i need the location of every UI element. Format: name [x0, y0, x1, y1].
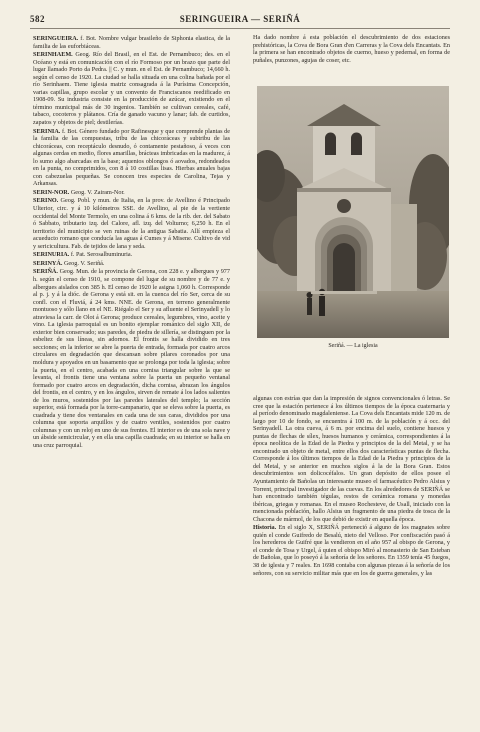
entry-headword: SERINO. — [33, 197, 59, 205]
entry-headword: SERIN-NOR. — [33, 188, 70, 196]
right-column-bottom — [253, 394, 450, 716]
entry-text: En el siglo X, SERIÑÁ perteneció á alguno de los magnates sobre quién el conde Guifredo de Besalú, nieto del Velloso. Por confiscación pasó á los herederos de Guifré que la vendieron en el año 957 al obispo de Gerona, y el conde de Tosa y Urgel, á quien el obispo Miró al monasterio de San Esteban de Bañolas, que lo poseyó á la señoría de los señores. En 1359 tenía 45 fuegos, 38 de iglesia y 7 reales. En 1698 contaba con algunas piezas á la señoría de los señores, con su servicio militar más que en los de guerra generales, y las — [253, 524, 450, 577]
entry-headword: SERINURIA. — [33, 251, 70, 259]
entry-headword: Historia. — [253, 524, 277, 532]
dictionary-entry — [33, 35, 230, 50]
right-column-top — [253, 34, 450, 82]
dictionary-entry — [33, 251, 230, 259]
entry-text: algunas con estrías que dan la impresión de signos convencionales ó letras. Se cree que la estación pertenece á los últimos tiempos de la época cuaternaria y al período denominado magdaleniense. La Cova dels Encantats mide 120 m. de largo por 10 de fondo, se encuentra á 100 m. de la población y á occ. del Serinyadell. La otra cueva, á 6 m. por encima del suelo, contiene huesos y puntas de flechas de sílex, huesos humanos y cerámica, correspondientes á la época neolítica de la Edad de la Piedra y principios de la del Metal, y se ha encontrado un objeto de metal, entre ellos dos características puntas de flecha. Corresponde á los últimos tiempos de la Edad de la Piedra y principios de la del Metal, y se anterior en muchos siglos á la de la Bora Gran. Estos descubrimientos son dolicocéfalos. Un gran depósito de ellos posee el Ayuntamiento de Bañolas un interesante museo el farmacéutico Pedro Alsius y Torrent, principal investigador de las cuevas. En los alrededores de SERIÑÁ se han encontrado también tégulas, restos de cerámica romana y monedas ibéricas, griegas y romanas. En el museo Rochesteve, de Usall, iniciado con la mencionada población, hallo Alsius un fragmento de una piedra de tosca de la Chacona de mármol, de los que debió de existir en aquella época. — [253, 395, 450, 523]
entry-headword: SERINGUEIRA. — [33, 35, 79, 42]
right-top-paragraph: Ha dado nombre á esta población el descubrimiento de dos estaciones prehistóricas, la Cova de Bora Gran d'en Carreras y la Cova dels Encantats. En la primera se han encontrado objetos de cuerno, hueso y pedernal, en forma de puñales, punzones, agujas de coser, etc. — [253, 34, 450, 64]
left-column — [33, 34, 230, 714]
entry-text: Geog. Pobl. y mun. de Italia, en la prov. de Avellino é Principado Ulterior, circ. y á 10 kilómetros SSE. de Avellino, al pie de la vertiente occidental del Monte Termolo, en una colina á 6 kms. de la rib. der. del Sabato ó Sabbato, tributario izq. del Calore, afl. izq. del Volturno; 6,250 h. En el territorio del municipio se ven ruinas de la antigua Sabatia. Allí empieza el acueducto romano que conducía las aguas á Cumes y á Misene. Cultivo de vid y sericicultura. Fab. de tejidos de lana y seda. — [33, 197, 230, 250]
church-photo — [257, 86, 449, 338]
entry-headword: SERIÑÁ. — [33, 268, 58, 276]
entry-headword: SERINYÁ. — [33, 259, 63, 267]
entry-text: f. Bot. Género fundado por Rafinesque y que comprende plantas de la familia de las compuestas, tribu de las chicoráceas y subtribu de las chicoráceas, con receptáculo desnudo, ó contamente pestañoso, á veces con algunas cerdas en medio, flores amarillas, brácteas imbricadas en la madurez, á lo sumo algo abarcadas en la base; aquenios oblongos ó aovados, redondeados en la punta, no comprimidos, con 8 á 10 costillas lisas. Hierbas anuales bajas con cabezuelas pequeñas. Se conocen tres especies de Carolina, Tejas y Arkansas. — [33, 127, 230, 188]
article-paragraph — [253, 524, 450, 577]
dictionary-entry — [33, 268, 230, 449]
entry-text: Geog. V. Seriñá. — [62, 259, 105, 267]
page-header — [30, 14, 450, 29]
running-title: SERINGUEIRA — SERIÑÁ — [179, 14, 301, 24]
dictionary-entry — [33, 260, 230, 268]
photo-caption: Seriñá. — La iglesia — [328, 343, 378, 349]
dictionary-entry — [33, 189, 230, 197]
entry-headword: SERINHAEM. — [33, 51, 73, 59]
dictionary-entry — [33, 51, 230, 126]
entry-text: Geog. Mun. de la provincia de Gerona, con 228 e. y albergues y 977 h. según el censo de 1910, se compone del lugar de su nombre y de 77 e. y albergues aislados con 385 h. El censo de 1920 le asigna 1,060 h. Corresponde al p. j. y á la dióc. de Gerona y está sit. en la cuenca del río Ser, cerca de su confl. con el Fluviá, á 24 kms. NNE. de Gerona, en terreno generalmente montuoso y sólo llano en el NE. Riégalo el Ser y su afluente el Serinyadell y lo atraviesa la carr. de Olot á Gerona; produce cereales, legumbres, vino, aceite y vino. La iglesia parroquial es un bonito ejemplar románico del siglo XII, de exterior bien conservado; sus paredes, de piedra de sillería, se distinguen por la esbeltez de sus líneas, sin adornos. El frontis se halla dividido en tres secciones; en la inferior se abre la puerta de entrada, formada por cuatro arcos circulares en degradación que descansan sobre pilares coronados por una moldura y apoyados en un basamento que se prolonga por toda la iglesia; sobre la puerta, en el centro, acabada en una cornisa triangular sobre la que se levanta, el frontis tiene una ventana sobre la puerta un pequeño ventanal formado por cuatro arcos en degradación, dicha cornisa, abrazan los ángulos del frontis, en el centro, y en los ángulos, sirven de remate á los lados salientes de los muros, sostenidos por las paredes laterales del templo; la sección superior, está formada por la torre-campanario, que se eleva sobre la puerta, es cuadrada y tiene dos ventanales en cada una de sus caras, divididos por una columna que soporta arquillos y de cuatro ventiles, sostenidos por cuatro columnas y con un reloj en uno de sus frentes. El interior es de una sola nave y un ábside semicircular, y en ella una capilla cuadrada; en su interior se halla en una cruz parroquial. — [33, 268, 230, 449]
entry-text: Geog. Río del Brasil, en el Est. de Pernambuco; des. en el Océano y está en comunicación con el río Formoso por un brazo que parte del lugar llamado Porto da Pedra. || C. y mun. en el Est. de Pernambuco; 14,660 h. según el censo de 1920. La ciudad se halla situada en una colina bañada por el río Serinhaem. Tiene iglesia matriz consagrada á la Purísima Concepción, varias capillas, grupo escolar y un convento de Franciscanos reedificado en 1908-09. Su industria consiste en la producción de azúcar, existiendo en el término municipal más de 30 ingenios. También se cultivan cereales, café, tabaco, cocoteros y plátanos. Cría de ganado vacuno y lanar; fab. de curtidos, zapatos y objetos de piel; destilerías. — [33, 51, 230, 127]
dictionary-entry — [33, 128, 230, 188]
entry-text: Geog. V. Zairam-Nor. — [69, 188, 125, 196]
entry-text: f. Bot. Nombre vulgar brasileño de Siphonia elastica, de la familia de las euforbiáceas. — [33, 35, 230, 50]
entry-headword: SERINIA. — [33, 127, 61, 135]
page-number: 582 — [30, 14, 45, 24]
article-paragraph — [253, 395, 450, 523]
dictionary-entry — [33, 197, 230, 250]
church-illustration — [257, 86, 449, 338]
entry-text: f. Pat. Serosalbuminuria. — [69, 251, 133, 259]
